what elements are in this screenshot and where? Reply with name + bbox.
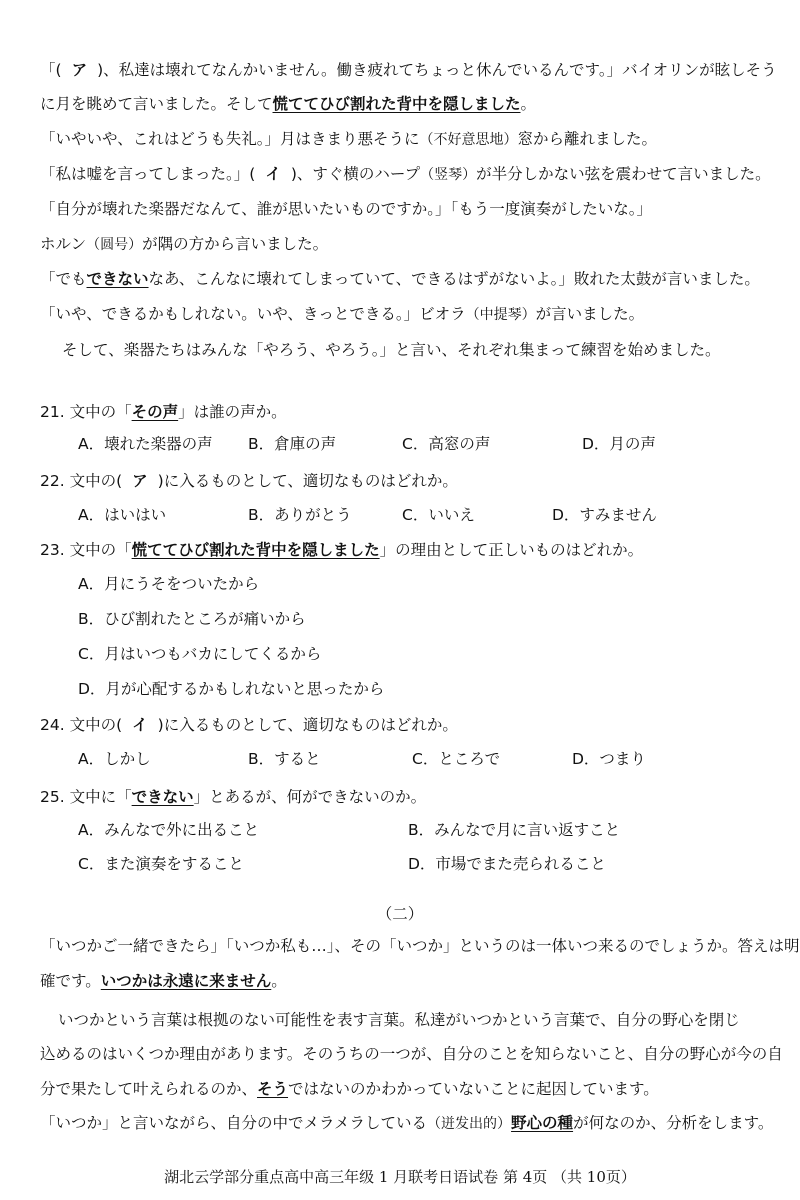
question-22 bbox=[40, 470, 764, 492]
blank-a: ア bbox=[71, 61, 88, 79]
text: )、すぐ横のハープ bbox=[290, 165, 421, 183]
text: が隅の方から言いました。 bbox=[142, 235, 329, 253]
section2-line-1: 「いつかご一緒できたら」「いつか私も…」、その「いつか」というのは一体いつ来るのでしょうか。答えは明 bbox=[40, 937, 800, 955]
option-25-b[interactable]: B．みんなで月に言い返すこと bbox=[408, 821, 621, 839]
text: が半分しかない弦を震わせて言いました。 bbox=[476, 165, 771, 183]
text: 文中の( bbox=[69, 472, 123, 490]
section2-line-6 bbox=[40, 1112, 774, 1135]
page-footer: 湖北云学部分重点高中高三年级 1 月联考日语试卷 第 4页 （共 10页） bbox=[164, 1168, 636, 1186]
text: 文中に「 bbox=[69, 788, 132, 806]
option-23-b[interactable]: B．ひび割れたところが痛いから bbox=[78, 610, 306, 628]
question-number: 23. bbox=[40, 541, 65, 559]
text: 「私は嘘を言ってしまった。」( bbox=[40, 165, 256, 183]
option-24-b[interactable]: B．すると bbox=[248, 750, 321, 768]
text: 。 bbox=[271, 972, 287, 990]
blank-a: ア bbox=[132, 472, 148, 490]
passage-line-5: 「自分が壊れた楽器だなんて、誰が思いたいものですか。」「もう一度演奏がしたいな。」 bbox=[40, 200, 652, 218]
text: 「いや、できるかもしれない。いや、きっとできる。」ビオラ bbox=[40, 305, 466, 323]
passage-line-7 bbox=[40, 268, 764, 290]
underlined-word-dekinai: できない bbox=[86, 270, 149, 288]
option-23-c[interactable]: C．月はいつもバカにしてくるから bbox=[78, 645, 322, 663]
underlined-phrase-hide-back: 慌ててひび割れた背中を隠しました bbox=[272, 95, 521, 113]
section2-line-3: いつかという言葉は根拠のない可能性を表す言葉。私達がいつかという言葉で、自分の野心を閉じ bbox=[58, 1011, 740, 1029]
text: 確です。 bbox=[40, 972, 101, 990]
passage-line-1 bbox=[40, 59, 777, 81]
underlined-phrase-itsuka: いつかは永遠に来ません bbox=[100, 972, 272, 990]
option-22-d[interactable]: D．すみません bbox=[552, 506, 657, 524]
option-22-a[interactable]: A．はいはい bbox=[78, 506, 167, 524]
chinese-gloss: （不好意思地） bbox=[419, 132, 518, 148]
question-number: 25. bbox=[40, 788, 65, 806]
text: 文中の「 bbox=[69, 541, 132, 559]
question-23 bbox=[40, 539, 764, 561]
option-24-d[interactable]: D．つまり bbox=[572, 750, 646, 768]
text: )、私達は壊れてなんかいません。働き疲れてちょっと休んでいるんです。」バイオリンが眩しそう bbox=[97, 61, 777, 79]
section-heading: （二） bbox=[376, 905, 424, 923]
option-21-c[interactable]: C．高窓の声 bbox=[402, 435, 491, 453]
underlined-term: 慌ててひび割れた背中を隠しました bbox=[131, 541, 380, 559]
underlined-term: その声 bbox=[131, 403, 179, 421]
passage-line-4 bbox=[40, 163, 771, 186]
text: 」とあるが、何ができないのか。 bbox=[193, 788, 427, 806]
passage-line-9: そして、楽器たちはみんな「やろう、やろう。」と言い、それぞれ集まって練習を始めました。 bbox=[62, 341, 721, 359]
option-23-d[interactable]: D．月が心配するかもしれないと思ったから bbox=[78, 680, 385, 698]
option-24-a[interactable]: A．しかし bbox=[78, 750, 151, 768]
option-21-d[interactable]: D．月の声 bbox=[582, 435, 656, 453]
passage-line-8 bbox=[40, 303, 764, 326]
option-21-a[interactable]: A．壊れた楽器の声 bbox=[78, 435, 213, 453]
option-25-a[interactable]: A．みんなで外に出ること bbox=[78, 821, 260, 839]
question-24 bbox=[40, 714, 764, 736]
text: 分で果たして叶えられるのか、 bbox=[40, 1080, 258, 1098]
option-21-b[interactable]: B．倉庫の声 bbox=[248, 435, 337, 453]
text: 「いやいや、これはどうも失礼。」月はきまり悪そうに bbox=[40, 130, 420, 148]
underlined-phrase-yashin: 野心の種 bbox=[511, 1114, 574, 1132]
option-24-c[interactable]: C．ところで bbox=[412, 750, 501, 768]
option-25-c[interactable]: C．また演奏をすること bbox=[78, 855, 244, 873]
text: 「でも bbox=[40, 270, 87, 288]
question-number: 21. bbox=[40, 403, 65, 421]
text: 」の理由として正しいものはどれか。 bbox=[379, 541, 644, 559]
text: 「( bbox=[40, 61, 62, 79]
option-22-b[interactable]: B．ありがとう bbox=[248, 506, 352, 524]
underlined-term: できない bbox=[131, 788, 194, 806]
section2-line-2 bbox=[40, 970, 764, 992]
text: 窓から離れました。 bbox=[517, 130, 657, 148]
passage-line-3 bbox=[40, 128, 764, 151]
text: ではないのかわかっていないことに起因しています。 bbox=[288, 1080, 659, 1098]
question-number: 24. bbox=[40, 716, 65, 734]
passage-line-6 bbox=[40, 233, 764, 256]
section2-line-4: 込めるのはいくつか理由があります。そのうちの一つが、自分のことを知らないこと、自分の野心が今の自 bbox=[40, 1045, 783, 1063]
text: )に入るものとして、適切なものはどれか。 bbox=[157, 472, 458, 490]
question-21 bbox=[40, 401, 764, 423]
text: 文中の「 bbox=[69, 403, 132, 421]
question-number: 22. bbox=[40, 472, 65, 490]
text: 文中の( bbox=[69, 716, 123, 734]
underlined-word-sou: そう bbox=[257, 1080, 289, 1098]
option-22-c[interactable]: C．いいえ bbox=[402, 506, 475, 524]
section2-line-5 bbox=[40, 1078, 764, 1100]
text: に月を眺めて言いました。そして bbox=[40, 95, 273, 113]
blank-i: イ bbox=[132, 716, 148, 734]
passage-line-2 bbox=[40, 93, 764, 115]
chinese-gloss: （迸发出的） bbox=[427, 1116, 512, 1132]
option-23-a[interactable]: A．月にうそをついたから bbox=[78, 575, 260, 593]
question-25 bbox=[40, 786, 764, 808]
text: が何なのか、分析をします。 bbox=[573, 1114, 774, 1132]
text: 」は誰の声か。 bbox=[178, 403, 287, 421]
text: ホルン bbox=[40, 235, 87, 253]
text: 「いつか」と言いながら、自分の中でメラメラしている bbox=[40, 1114, 428, 1132]
text: が言いました。 bbox=[535, 305, 645, 323]
option-25-d[interactable]: D．市場でまた売られること bbox=[408, 855, 606, 873]
chinese-gloss: （中提琴） bbox=[465, 307, 536, 323]
blank-i: イ bbox=[265, 165, 281, 183]
text: なあ、こんなに壊れてしまっていて、できるはずがないよ。」敗れた太鼓が言いました。 bbox=[148, 270, 760, 288]
chinese-gloss: （圆号） bbox=[86, 237, 143, 253]
text: 。 bbox=[520, 95, 537, 113]
chinese-gloss: （竖琴） bbox=[420, 167, 477, 183]
text: )に入るものとして、適切なものはどれか。 bbox=[157, 716, 458, 734]
